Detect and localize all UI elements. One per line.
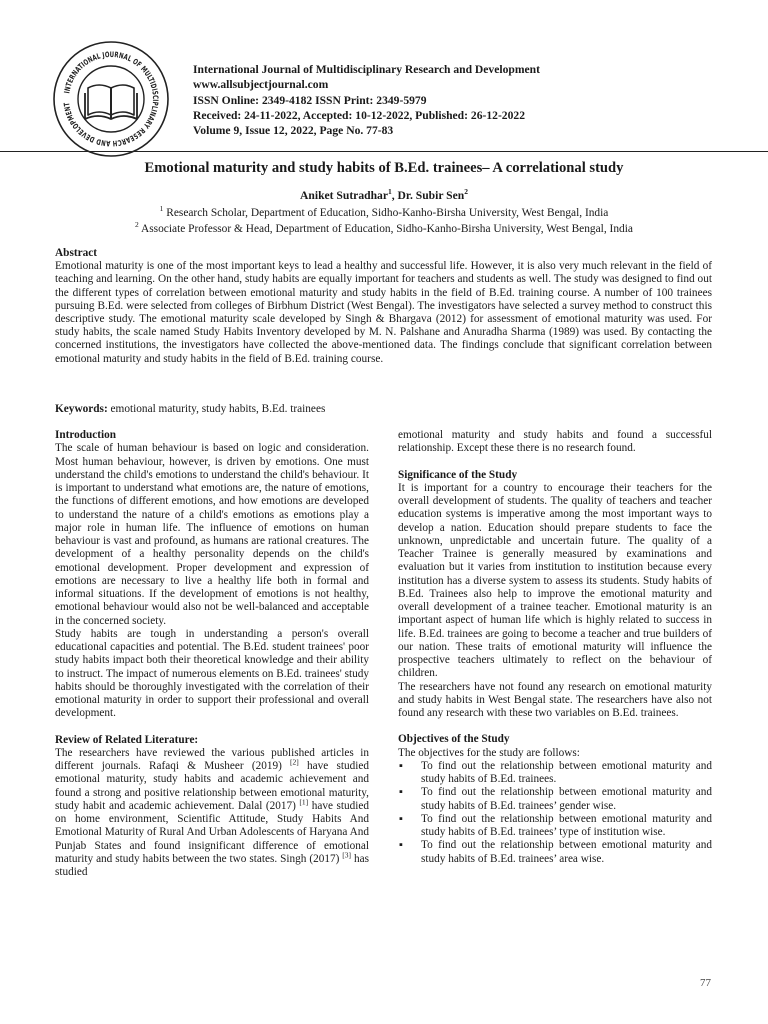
abstract-section: [55, 247, 712, 366]
journal-volume: Volume 9, Issue 12, 2022, Page No. 77-83: [193, 124, 394, 138]
affiliation-2-text: Associate Professor & Head, Department of Education, Sidho-Kanho-Birsha University, West Bengal, India: [138, 223, 633, 235]
affiliation-2: [0, 222, 768, 237]
introduction-heading: Introduction: [55, 429, 117, 441]
list-item: ▪ To find out the relationship between emotional maturity and study habits of B.Ed. trainees’ area wise.: [398, 839, 712, 866]
affiliation-1-mark: 1: [159, 204, 164, 214]
affiliation-2-mark: 2: [135, 220, 139, 230]
abstract-heading: Abstract: [55, 247, 98, 259]
review-text-3: have studied on home environment, Scientific Attitude, Study Habits And Emotional Maturity of Rural And Urban Adolescents of Haryana And Punjab States and found insignificant difference of emotional maturity and study habits between the two states. Singh (2017): [55, 799, 369, 865]
affiliation-1-text: Research Scholar, Department of Education, Sidho-Kanho-Birsha University, West Bengal, India: [163, 207, 609, 219]
introduction-paragraph-2: Study habits are tough in understanding a person's overall educational capacities and potential. The B.Ed. student trainees' poor study habits impact both their theoretical knowledge and their ability to instruct. The impact of numerous elements on B.Ed. trainees' study habits should be thoroughly investigated with the correlation of their emotional maturity in order to support their professional and overall development.: [55, 627, 369, 720]
journal-logo: [52, 40, 170, 158]
citation-ref: [3]: [342, 850, 352, 859]
significance-paragraph-2: The researchers have not found any research on emotional maturity and study habits in West Bengal state. The researchers have also not found any research with these two variables on B.Ed. trainees.: [398, 680, 712, 719]
journal-dates: Received: 24-11-2022, Accepted: 10-12-2022, Published: 26-12-2022: [193, 108, 525, 122]
left-column: [55, 429, 369, 879]
introduction-paragraph-1: The scale of human behaviour is based on logic and consideration. Most human behaviour, however, is driven by emotions. One must understand the child's emotions to understand the child's behaviour. It is important to understand what emotions are, the nature of emotions, the functions of different emotions, and how emotions are developed to understand the nature of a child's emotions as emotions play a major role in human life. The influence of emotions on human behaviour is vast and profound, as humans are rational creatures. The development of a healthy personality depends on the child's emotional development. Proper development and expression of emotions are necessary to live a healthy life both in formal and informal situations. If the development of emotions is not healthy, emotional behaviour would also not be well-balanced and acceptable in the concerned society.: [55, 442, 369, 627]
citation-ref: [2]: [290, 757, 299, 767]
authors-line: [0, 188, 768, 203]
keywords-text: emotional maturity, study habits, B.Ed. trainees: [107, 403, 326, 415]
objectives-heading: Objectives of the Study: [398, 733, 510, 746]
review-heading: Review of Related Literature:: [55, 733, 199, 746]
review-text-2: have studied emotional maturity, study habits and academic achievement and found a strong and positive relationship between emotional maturity, study habit and academic achievement. Dalal (2017): [55, 760, 369, 812]
open-book-icon: [85, 85, 137, 119]
review-text-4-part-b: emotional maturity and study habits and found a successful relationship. Except these there is no research found.: [398, 429, 712, 455]
review-continuation: [398, 429, 712, 456]
author-2: Dr. Subir Sen: [397, 189, 465, 202]
header-divider: [0, 151, 768, 152]
paper-title: Emotional maturity and study habits of B.Ed. trainees– A correlational study: [144, 160, 624, 176]
review-paragraph: [55, 747, 369, 880]
objectives-intro: The objectives for the study are follows:: [398, 746, 580, 759]
journal-issn: ISSN Online: 2349-4182 ISSN Print: 2349-5979: [193, 93, 427, 107]
abstract-text: Emotional maturity is one of the most important keys to lead a healthy and successful life. However, it is also very much relevant in the field of teaching and learning. On the other hand, study habits are equally important for teachers and students as well. The study was designed to find out the different types of correlation between emotional maturity and study habits in the field of B.Ed. training course. A number of 100 trainees pursuing B.Ed. were selected from colleges of Birbhum District (West Bengal). The investigators have selected a survey method to construct this descriptive study. The emotional maturity scale developed by Singh & Bhargava (2012) for assessment of emotional maturity was used. For study habits, the scale named Study Habits Inventory developed by M. N. Palshane and Anuradha Sharma (1989) was used. By contacting the concerned institutions, the investigators have collected the above-mentioned data. The findings conclude that significant correlation between emotional maturity and study habits in the field of B.Ed. training course.: [55, 260, 712, 365]
journal-website: www.allsubjectjournal.com: [193, 78, 329, 92]
list-item: ▪ To find out the relationship between emotional maturity and study habits of B.Ed. trainees’ gender wise.: [398, 786, 712, 813]
significance-paragraph-1: It is important for a country to encourage their teachers for the overall development of students. The quality of teachers and teacher education systems is imperative among the most important ways to develop a nation. Education should prepare students to face the unknown, unpredictable and uncertain future. The quality of a Teacher Trainee is generally measured by examinations and evaluation but it varies from institution to institution because every institution has a diverse system to assess its students. Study habits of B.Ed. Trainees also help to improve the emotional maturity and overall development of a trainee teacher. Emotional maturity is an important aspect of human life which is highly related to success in life. B.Ed. trainees are going to become a teacher and true builders of our nation. These traits of emotional maturity will influence the prospective teachers ultimately to reflect on the behaviour of children.: [398, 481, 712, 680]
author-1-affil-mark: 1: [387, 187, 392, 197]
journal-name: International Journal of Multidisciplinary Research and Development: [193, 63, 540, 76]
significance-heading: Significance of the Study: [398, 468, 518, 481]
review-text-4-part-a: has studied: [55, 852, 369, 878]
page-number: 77: [700, 977, 711, 989]
review-text-1: The researchers have reviewed the various published articles in different journals. Rafaqi & Musheer (2019): [55, 746, 369, 772]
keywords-line: [55, 402, 712, 416]
keywords-label: Keywords:: [55, 403, 108, 415]
citation-ref: [1]: [299, 797, 309, 806]
list-item: ▪ To find out the relationship between emotional maturity and study habits of B.Ed. trainees.: [398, 760, 712, 787]
objectives-list: [398, 760, 712, 866]
affiliation-1: [0, 206, 768, 221]
author-2-affil-mark: 2: [464, 187, 468, 197]
author-1: Aniket Sutradhar: [300, 189, 388, 202]
list-item: ▪ To find out the relationship between emotional maturity and study habits of B.Ed. trainees’ type of institution wise.: [398, 813, 712, 840]
logo-ring-text: INTERNATIONAL JOURNAL OF MULTIDISCIPLINARY RESEARCH AND DEVELOPMENT: [61, 49, 161, 149]
right-column: [398, 429, 712, 866]
author-separator: ,: [391, 189, 398, 202]
journal-header: [193, 62, 753, 138]
